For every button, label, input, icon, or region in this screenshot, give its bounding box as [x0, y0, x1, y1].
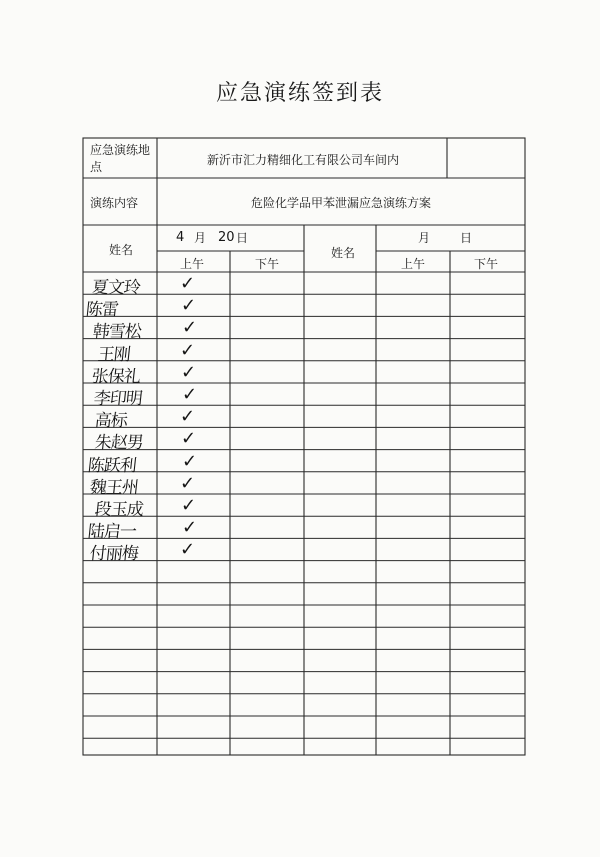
signature-name: 韩雪松	[91, 322, 142, 343]
am-check-mark: ✓	[182, 317, 198, 339]
right-day-label: 日	[460, 231, 473, 245]
signature-name: 朱赵男	[93, 433, 144, 454]
page-title: 应急演练签到表	[215, 81, 384, 106]
right-name-header: 姓名	[331, 246, 356, 260]
am-check-mark: ✓	[182, 517, 198, 539]
signature-name: 魏王州	[88, 477, 139, 498]
left-day-label: 日	[236, 231, 249, 245]
signature-name: 张保礼	[90, 366, 141, 387]
content-value: 危险化学品甲苯泄漏应急演练方案	[250, 196, 431, 210]
right-am-label: 上午	[401, 257, 426, 271]
am-check-mark: ✓	[181, 428, 197, 450]
am-check-mark: ✓	[180, 539, 196, 561]
signature-name: 段玉成	[93, 500, 144, 520]
am-check-mark: ✓	[180, 339, 196, 361]
left-day-num: 20	[218, 230, 235, 245]
am-check-mark: ✓	[181, 295, 197, 317]
signature-name: 陈跃利	[86, 455, 137, 476]
signature-name: 李印明	[92, 389, 143, 409]
left-month-label: 月	[194, 231, 207, 245]
location-label: 应急演练地点	[90, 143, 151, 174]
right-month-label: 月	[418, 231, 431, 245]
am-check-mark: ✓	[182, 450, 198, 472]
signature-name: 夏文玲	[90, 278, 141, 298]
location-value: 新沂市汇力精细化工有限公司车间内	[206, 153, 399, 167]
left-name-header: 姓名	[109, 243, 134, 257]
signature-name: 高标	[93, 411, 128, 432]
right-pm-label: 下午	[474, 257, 499, 271]
am-check-mark: ✓	[181, 495, 197, 516]
am-check-mark: ✓	[180, 472, 196, 494]
left-pm-label: 下午	[255, 257, 280, 271]
signature-name: 王刚	[96, 344, 131, 365]
signature-name: 陆启一	[86, 522, 137, 543]
signature-name: 付丽梅	[88, 544, 139, 565]
am-check-mark: ✓	[180, 406, 196, 428]
am-check-mark: ✓	[182, 384, 198, 405]
am-check-mark: ✓	[181, 361, 197, 383]
am-check-mark: ✓	[180, 273, 196, 294]
left-month-num: 4	[176, 230, 185, 245]
row-lines	[83, 294, 525, 738]
signature-name: 陈雷	[84, 300, 119, 321]
left-am-label: 上午	[180, 257, 205, 271]
content-label: 演练内容	[90, 196, 139, 210]
